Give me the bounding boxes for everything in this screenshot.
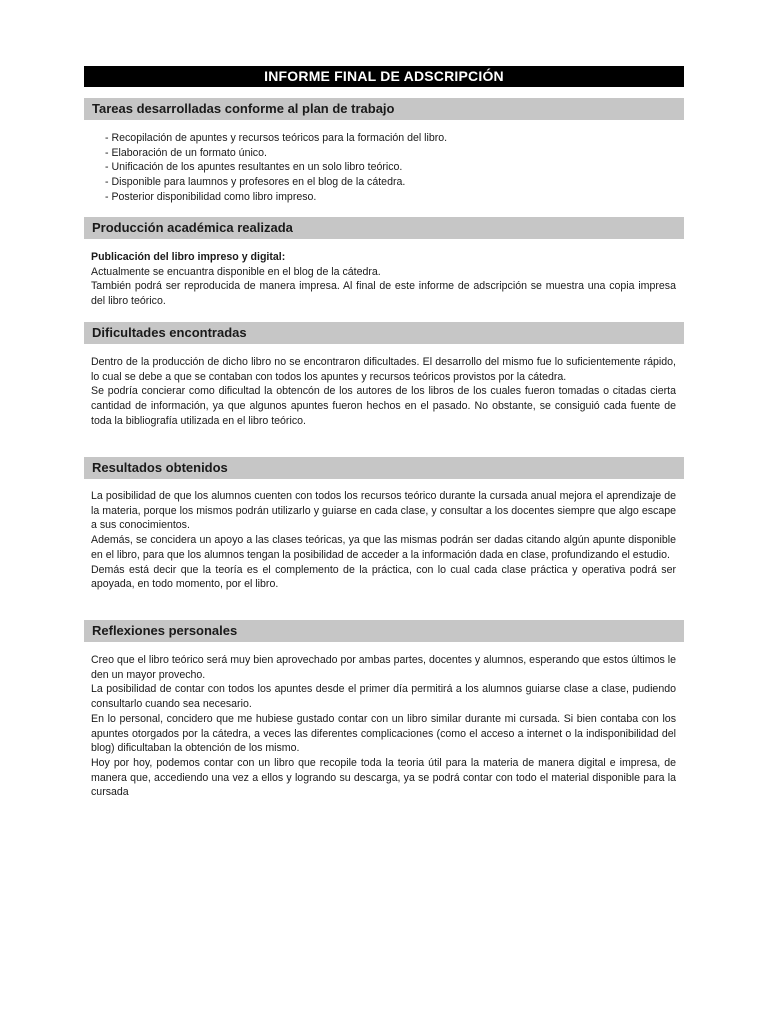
section-header-dificultades: Dificultades encontradas [84, 322, 684, 344]
section-header-produccion: Producción académica realizada [84, 217, 684, 239]
section-header-reflexiones: Reflexiones personales [84, 620, 684, 642]
section-body-produccion [91, 250, 676, 309]
paragraph: Demás está decir que la teoría es el complemento de la práctica, con lo cual cada clase práctica y operativa podrá ser apoyada, en todo momento, por el libro. [91, 563, 676, 591]
section-body-dificultades [91, 355, 676, 429]
paragraph: En lo personal, concidero que me hubiese gustado contar con un libro similar durante mi cursada. Si bien contaba con los apuntes otorgados por la cátedra, a veces las diferentes complicaciones (como el acceso a internet o la indisponibilidad del blog) dificultaban la obtención de los mismo. [91, 712, 676, 755]
list-item: - Elaboración de un formato único. [105, 146, 267, 159]
paragraph: Dentro de la producción de dicho libro no se encontraron dificultades. El desarrollo del mismo fue lo suficientemente rápido, lo cual se debe a que se contaban con todos los apuntes y recursos teóricos provistos por la cátedra. [91, 356, 676, 383]
paragraph: Actualmente se encuantra disponible en el blog de la cátedra. [91, 265, 381, 278]
list-item: - Unificación de los apuntes resultantes en un solo libro teórico. [105, 161, 403, 174]
tasks-list [91, 131, 676, 205]
section-header-tareas: Tareas desarrolladas conforme al plan de trabajo [84, 98, 684, 120]
document-title: INFORME FINAL DE ADSCRIPCIÓN [84, 66, 684, 87]
paragraph: La posibilidad de contar con todos los apuntes desde el primer día permitirá a los alumnos guiarse clase a clase, pudiendo consultarlo cuando sea necesario. [91, 683, 676, 711]
list-item: - Posterior disponibilidad como libro impreso. [105, 190, 317, 203]
paragraph: También podrá ser reproducida de manera impresa. Al final de este informe de adscripción se muestra una copia impresa del libro teórico. [91, 280, 676, 308]
paragraph: La posibilidad de que los alumnos cuenten con todos los recursos teórico durante la cursada anual mejora el aprendizaje de la materia, porque los mismos podrán utilizarlo y guiarse en cada clase, y consultar a los docentes siempre que algo escape a sus conocimientos. [91, 490, 676, 532]
section-body-reflexiones [91, 653, 676, 800]
paragraph: Hoy por hoy, podemos contar con un libro que recopile toda la teoria útil para la materia de manera digital e impresa, de manera que, accediendo una vez a ellos y logrando su descarga, ya se podrá contar con todo el material disponible para la cursada [91, 756, 676, 799]
paragraph: Se podría concierar como dificultad la obtencón de los autores de los libros de los cuales fueron tomadas o citadas cierta cantidad de información, ya que algunos apuntes fueron hechos en el pasado. No obstante, se consiguió cada fuente de toda la bibliografía utilizada en el libro teórico. [91, 385, 676, 427]
production-subtitle: Publicación del libro impreso y digital: [91, 251, 286, 263]
paragraph: Creo que el libro teórico será muy bien aprovechado por ambas partes, docentes y alumnos, esperando que estos últimos le den un mayor provecho. [91, 654, 676, 681]
section-body-resultados [91, 489, 676, 592]
list-item: - Disponible para laumnos y profesores en el blog de la cátedra. [105, 176, 406, 189]
paragraph: Además, se concidera un apoyo a las clases teóricas, ya que las mismas podrán ser dadas citando algún apunte disponible en el libro, para que los alumnos tengan la posibilidad de acceder a la información dada en clase, profundizando el estudio. [91, 534, 676, 561]
section-body-tareas [91, 131, 676, 205]
list-item: - Recopilación de apuntes y recursos teóricos para la formación del libro. [105, 132, 448, 144]
section-header-resultados: Resultados obtenidos [84, 457, 684, 479]
